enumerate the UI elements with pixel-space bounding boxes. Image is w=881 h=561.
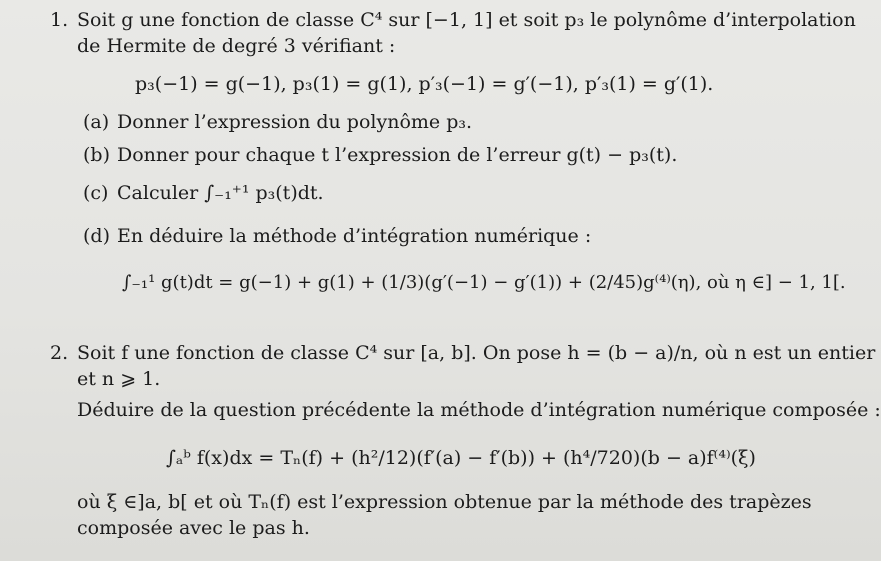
- exercise-2-number: 2.: [50, 342, 69, 364]
- item-b-label: (b): [83, 144, 110, 166]
- exercise-2-line-3: Déduire de la question précédente la méthode d’intégration numérique composée :: [77, 399, 881, 421]
- exercise-2-line-4: où ξ ∈]a, b[ et où Tₙ(f) est l’expression obtenue par la méthode des trapèzes: [77, 491, 812, 513]
- item-b-text: Donner pour chaque t l’expression de l’erreur g(t) − p₃(t).: [117, 144, 678, 166]
- exercise-1-intro-line-2: de Hermite de degré 3 vérifiant :: [77, 35, 396, 57]
- hermite-conditions: p₃(−1) = g(−1), p₃(1) = g(1), p′₃(−1) = g′(−1), p′₃(1) = g′(1).: [135, 73, 714, 95]
- exercise-2-line-5: composée avec le pas h.: [77, 517, 310, 539]
- exercise-2-line-2: et n ⩾ 1.: [77, 368, 161, 390]
- item-d-text: En déduire la méthode d’intégration numérique :: [117, 225, 592, 247]
- item-c-label: (c): [83, 182, 109, 204]
- exercise-1-number: 1.: [50, 9, 69, 31]
- item-d-label: (d): [83, 225, 110, 247]
- item-c-text: Calculer ∫₋₁⁺¹ p₃(t)dt.: [117, 182, 324, 204]
- exercise-2-line-1: Soit f une fonction de classe C⁴ sur [a, b]. On pose h = (b − a)/n, où n est un entier: [77, 342, 876, 364]
- item-a-text: Donner l’expression du polynôme p₃.: [117, 111, 473, 133]
- composite-formula: ∫ₐᵇ f(x)dx = Tₙ(f) + (h²/12)(f′(a) − f′(b)) + (h⁴/720)(b − a)f⁽⁴⁾(ξ): [166, 447, 756, 469]
- quadrature-formula: ∫₋₁¹ g(t)dt = g(−1) + g(1) + (1/3)(g′(−1) − g′(1)) + (2/45)g⁽⁴⁾(η), où η ∈] − 1, 1[.: [122, 272, 846, 293]
- exercise-1-intro-line-1: Soit g une fonction de classe C⁴ sur [−1, 1] et soit p₃ le polynôme d’interpolation: [77, 9, 856, 31]
- item-a-label: (a): [83, 111, 110, 133]
